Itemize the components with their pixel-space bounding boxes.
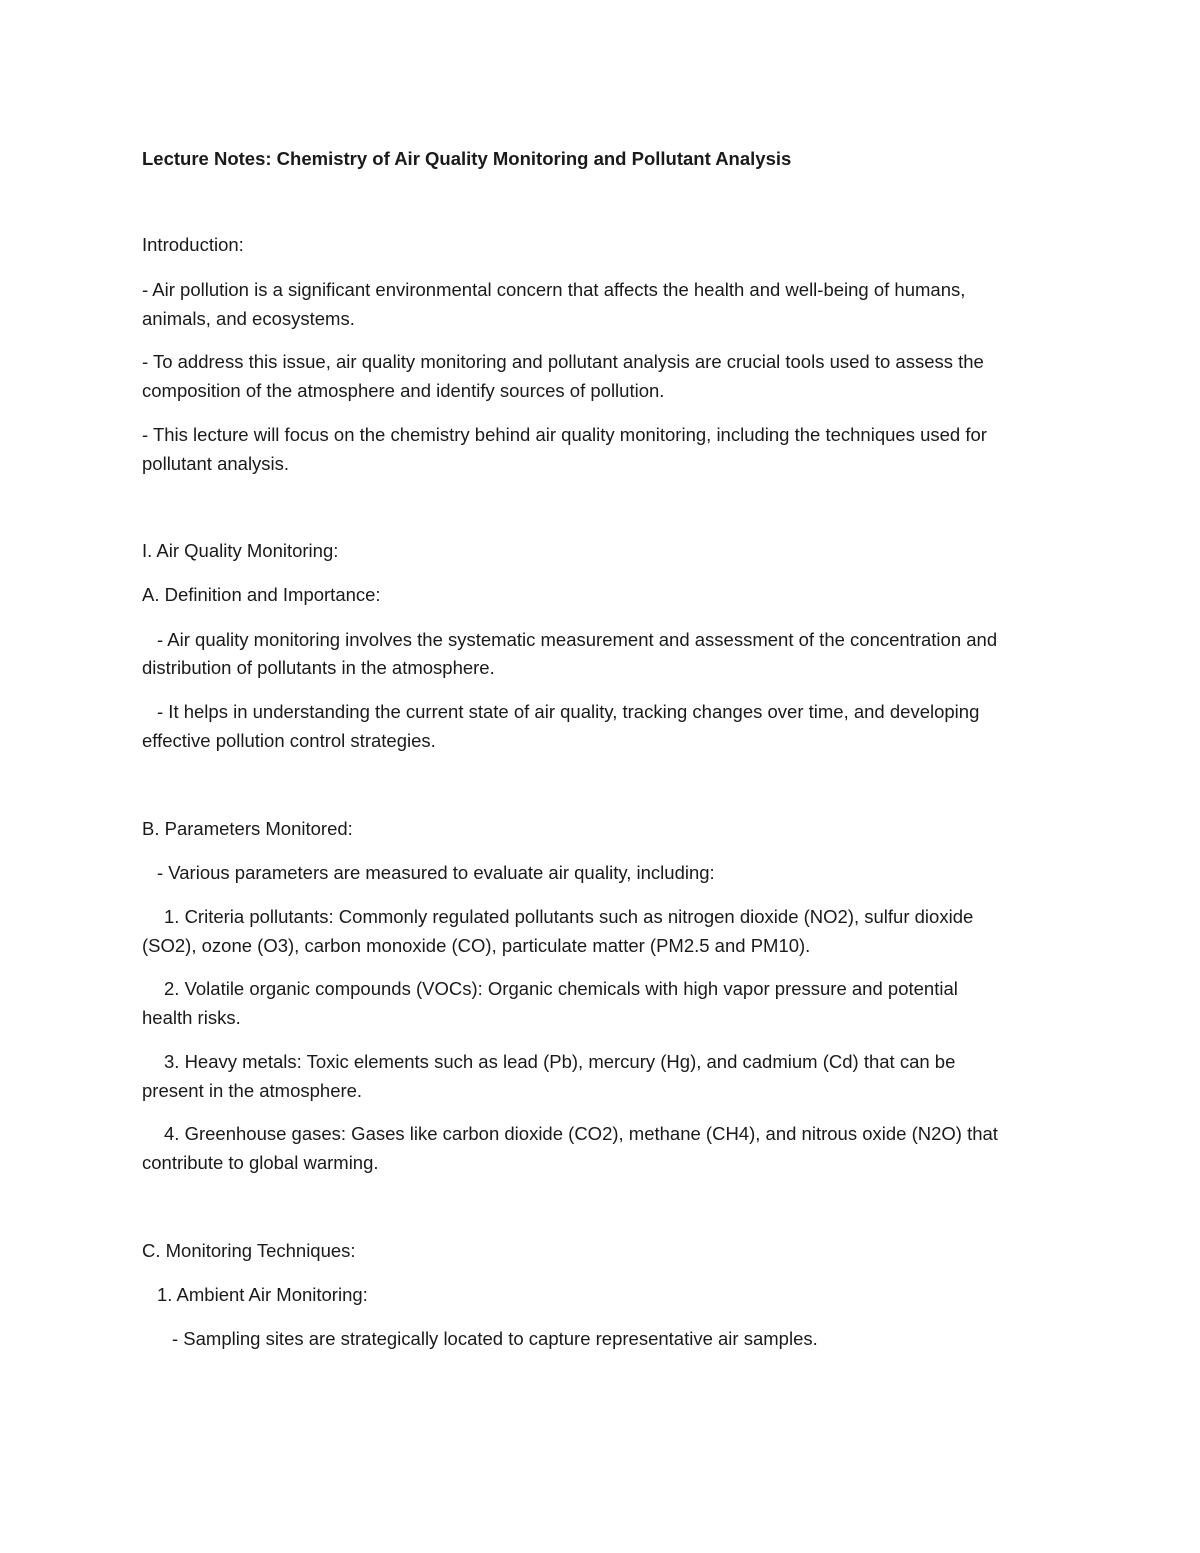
parameter-item-1-line-2: (SO2), ozone (O3), carbon monoxide (CO), particulate matter (PM2.5 and PM10). bbox=[142, 935, 811, 956]
intro-point-3-line-1: - This lecture will focus on the chemistry behind air quality monitoring, including the techniques used for bbox=[142, 424, 987, 445]
document-title: Lecture Notes: Chemistry of Air Quality Monitoring and Pollutant Analysis bbox=[142, 148, 792, 169]
parameter-item-4-line-1: 4. Greenhouse gases: Gases like carbon dioxide (CO2), methane (CH4), and nitrous oxide (N2O) that bbox=[164, 1123, 998, 1144]
subsection-a-point-2-line-1: - It helps in understanding the current state of air quality, tracking changes over time, and developing bbox=[157, 701, 980, 722]
intro-point-1-line-2: animals, and ecosystems. bbox=[142, 308, 355, 329]
subsection-c-heading: C. Monitoring Techniques: bbox=[142, 1240, 356, 1261]
parameter-item-2-line-1: 2. Volatile organic compounds (VOCs): Organic chemicals with high vapor pressure and potential bbox=[164, 978, 958, 999]
subsection-a-point-1-line-2: distribution of pollutants in the atmosphere. bbox=[142, 657, 495, 678]
intro-point-2-line-1: - To address this issue, air quality monitoring and pollutant analysis are crucial tools used to assess the bbox=[142, 351, 984, 372]
subsection-b-heading: B. Parameters Monitored: bbox=[142, 818, 353, 839]
parameter-item-3-line-1: 3. Heavy metals: Toxic elements such as lead (Pb), mercury (Hg), and cadmium (Cd) that can be bbox=[164, 1051, 956, 1072]
introduction-heading: Introduction: bbox=[142, 234, 244, 255]
subsection-a-point-1-line-1: - Air quality monitoring involves the systematic measurement and assessment of the concentration and bbox=[157, 629, 998, 650]
parameter-item-1-line-1: 1. Criteria pollutants: Commonly regulated pollutants such as nitrogen dioxide (NO2), sulfur dioxide bbox=[164, 906, 974, 927]
intro-point-1-line-1: - Air pollution is a significant environmental concern that affects the health and well-being of humans, bbox=[142, 279, 966, 300]
section-1-heading: I. Air Quality Monitoring: bbox=[142, 540, 339, 561]
subsection-a-point-2-line-2: effective pollution control strategies. bbox=[142, 730, 436, 751]
parameter-item-4-line-2: contribute to global warming. bbox=[142, 1152, 379, 1173]
parameter-item-3-line-2: present in the atmosphere. bbox=[142, 1080, 363, 1101]
monitoring-technique-1-point: - Sampling sites are strategically located to capture representative air samples. bbox=[172, 1328, 818, 1349]
subsection-a-heading: A. Definition and Importance: bbox=[142, 584, 381, 605]
parameter-item-2-line-2: health risks. bbox=[142, 1007, 241, 1028]
subsection-b-intro: - Various parameters are measured to evaluate air quality, including: bbox=[157, 862, 715, 883]
monitoring-technique-1: 1. Ambient Air Monitoring: bbox=[157, 1284, 368, 1305]
intro-point-2-line-2: composition of the atmosphere and identify sources of pollution. bbox=[142, 380, 665, 401]
intro-point-3-line-2: pollutant analysis. bbox=[142, 453, 290, 474]
